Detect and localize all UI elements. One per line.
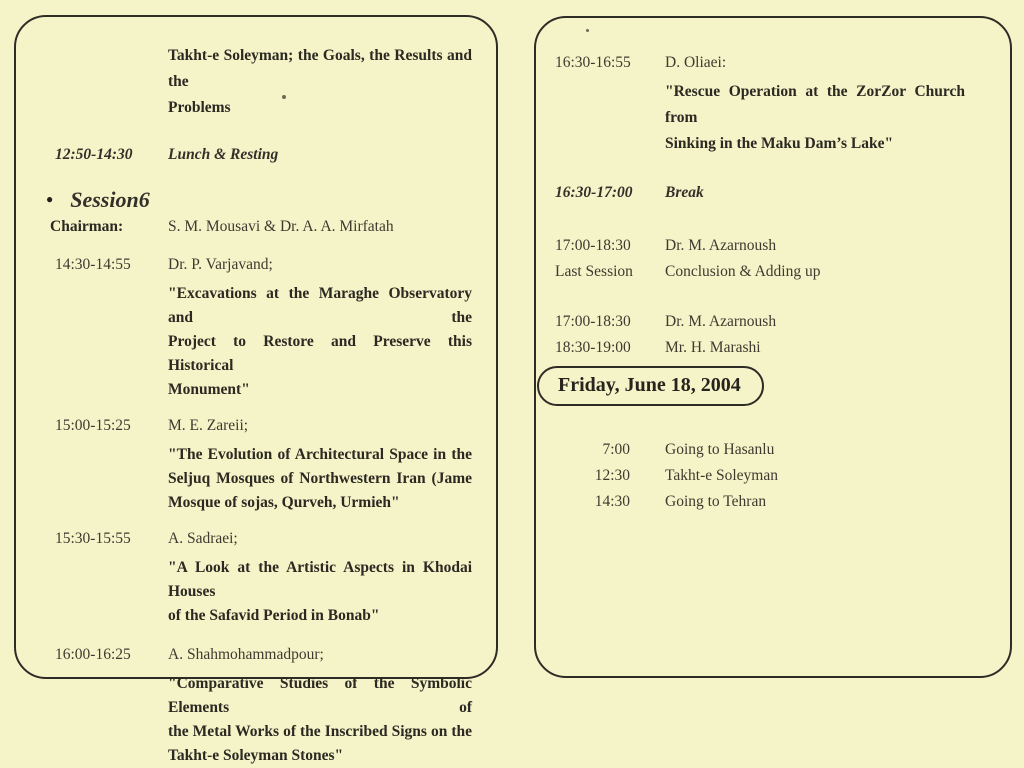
trip-row xyxy=(555,437,965,463)
bullet-icon: ● xyxy=(46,192,54,206)
scan-speck xyxy=(586,29,589,32)
talk-title xyxy=(168,556,472,628)
time-range: 16:30-17:00 xyxy=(555,184,633,201)
talk-title xyxy=(168,672,472,768)
talk-entry xyxy=(55,415,472,515)
talk-title-line: Seljuq Mosques of Northwestern Iran (Jame xyxy=(168,470,472,487)
schedule-label: Dr. M. Azarnoush xyxy=(665,237,777,254)
schedule-label: Dr. M. Azarnoush xyxy=(665,313,777,330)
talk-title-line: of the Safavid Period in Bonab" xyxy=(168,607,380,624)
trip-time: 14:30 xyxy=(594,493,630,510)
talk-title xyxy=(168,443,472,515)
time-range: 12:50-14:30 xyxy=(55,146,133,163)
chairman-row xyxy=(50,216,472,238)
talk-entry xyxy=(555,52,965,157)
time-range: 14:30-14:55 xyxy=(55,256,131,273)
time-range: Last Session xyxy=(555,263,633,280)
talk-title-line: Mosque of sojas, Qurveh, Urmieh" xyxy=(168,494,400,511)
lunch-row xyxy=(55,144,472,166)
time-range: 15:00-15:25 xyxy=(55,417,131,434)
schedule-label: Mr. H. Marashi xyxy=(665,339,761,356)
trip-row xyxy=(555,463,965,489)
time-range: 18:30-19:00 xyxy=(555,339,631,356)
talk-title-line: Problems xyxy=(168,99,231,116)
session-label: Session6 xyxy=(70,187,150,212)
break-row xyxy=(555,182,965,204)
lunch-label: Lunch & Resting xyxy=(168,146,279,163)
talk-title-line: "Excavations at the Maraghe Observatory and the xyxy=(168,285,472,326)
talk-title xyxy=(168,282,472,402)
talk-title-line: "Rescue Operation at the ZorZor Church from xyxy=(665,83,965,126)
talk-title-line: Sinking in the Maku Dam’s Lake" xyxy=(665,135,894,152)
chairman-names: S. M. Mousavi & Dr. A. A. Mirfatah xyxy=(168,218,394,235)
talk-title-line: "The Evolution of Architectural Space in the xyxy=(168,446,472,463)
trip-row xyxy=(555,489,965,515)
session-heading xyxy=(46,186,472,213)
trip-time: 12:30 xyxy=(594,467,630,484)
speaker-name: Dr. P. Varjavand; xyxy=(168,256,273,273)
talk-entry xyxy=(55,644,472,768)
chairman-label: Chairman: xyxy=(50,218,124,235)
program-page-left xyxy=(14,15,498,764)
talk-title-line: "Comparative Studies of the Symbolic Elements of xyxy=(168,675,472,716)
talk-title-line: Monument" xyxy=(168,381,250,398)
talk-title-line: "A Look at the Artistic Aspects in Khodai Houses xyxy=(168,559,472,600)
time-range: 17:00-18:30 xyxy=(555,237,631,254)
talk-title xyxy=(665,79,965,157)
break-label: Break xyxy=(665,184,704,201)
speaker-name: A. Shahmohammadpour; xyxy=(168,646,324,663)
talk-title-line: the Metal Works of the Inscribed Signs on the xyxy=(168,723,472,740)
talk-title-line: Project to Restore and Preserve this Historical xyxy=(168,333,472,374)
time-range: 17:00-18:30 xyxy=(555,313,631,330)
talk-title-line: Takht-e Soleyman Stones" xyxy=(168,747,344,764)
schedule-row xyxy=(555,309,965,335)
trip-label: Takht-e Soleyman xyxy=(665,467,778,484)
trip-label: Going to Hasanlu xyxy=(665,441,775,458)
program-page-right xyxy=(534,16,1012,678)
scan-speck xyxy=(282,95,286,99)
schedule-row xyxy=(555,259,965,285)
schedule-label: Conclusion & Adding up xyxy=(665,263,821,280)
schedule-row xyxy=(555,233,965,259)
time-range: 16:30-16:55 xyxy=(555,54,631,71)
speaker-name: A. Sadraei; xyxy=(168,530,238,547)
talk-title-continuation xyxy=(168,43,472,121)
time-range: 15:30-15:55 xyxy=(55,530,131,547)
talk-title-line: Takht-e Soleyman; the Goals, the Results and the xyxy=(168,47,472,90)
day-header-badge: Friday, June 18, 2004 xyxy=(537,366,764,406)
trip-time: 7:00 xyxy=(602,441,630,458)
talk-entry xyxy=(55,254,472,402)
speaker-name: D. Oliaei: xyxy=(665,54,727,71)
schedule-row xyxy=(555,335,965,361)
speaker-name: M. E. Zareii; xyxy=(168,417,249,434)
time-range: 16:00-16:25 xyxy=(55,646,131,663)
talk-entry xyxy=(55,528,472,628)
trip-label: Going to Tehran xyxy=(665,493,767,510)
